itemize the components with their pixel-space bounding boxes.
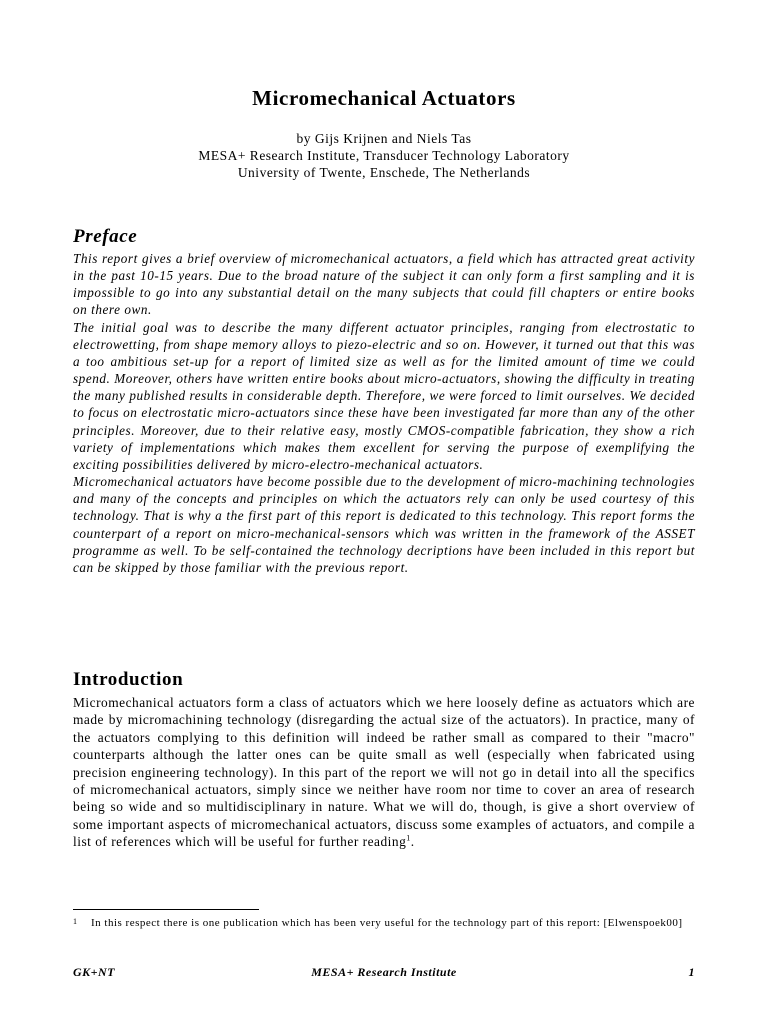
footnote-divider xyxy=(73,909,259,910)
location-line: University of Twente, Enschede, The Netherlands xyxy=(237,165,531,180)
footer-initials: GK+NT xyxy=(73,965,116,979)
introduction-heading: Introduction xyxy=(73,669,184,690)
page-number: 1 xyxy=(688,965,695,979)
introduction-text: Micromechanical actuators form a class of actuators which we here loosely define as actuators which are made by micromachining technology (disregarding the actual size of the actuators). In practice, many of the actuators complying to this definition will indeed be rather small as compared to their "macro" counterparts although the latter ones can be quite small as well (especially when fabricated using precision engineering technology). In this part of the report we will not go in detail into all the specifics of micromechanical actuators, simply since we neither have room nor time to cover an area of research being so wide and so multidisciplinary in nature. What we will do, though, is give a short overview of some important aspects of micromechanical actuators, discuss some examples of actuators, and compile a list of references which will be useful for further reading xyxy=(73,695,695,850)
footnote xyxy=(73,916,695,931)
footer-institute: MESA+ Research Institute xyxy=(311,965,457,979)
affiliation-line: MESA+ Research Institute, Transducer Technology Laboratory xyxy=(198,148,570,163)
document-title: Micromechanical Actuators xyxy=(252,86,516,110)
preface-paragraph: Micromechanical actuators have become possible due to the development of micro-machining technologies and many of the concepts and principles on which the actuators rely can only be used courtesy of this technology. That is why a the first part of this report is dedicated to this technology. This report forms the counterpart of a report on micro-mechanical-sensors which was written in the framework of the ASSET programme as well. To be self-contained the technology decriptions have been included in this report but can be skipped by those familiar with the previous report. xyxy=(73,474,695,575)
footnote-mark: 1 xyxy=(73,917,78,926)
preface-body xyxy=(73,250,695,576)
author-block xyxy=(0,130,768,181)
footnote-text: In this respect there is one publication which has been very useful for the technology part of this report: [Elwenspoek00] xyxy=(91,917,683,929)
preface-heading: Preface xyxy=(73,226,138,247)
page-footer xyxy=(73,965,695,981)
preface-paragraph: This report gives a brief overview of micromechanical actuators, a field which has attracted great activity in the past 10-15 years. Due to the broad nature of the subject it can only form a first sampling and it is impossible to go into any substantial detail on the many subjects that could fill chapters or entire books on there own. xyxy=(73,251,695,318)
preface-paragraph: The initial goal was to describe the many different actuator principles, ranging from electrostatic to electrowetting, from shape memory alloys to piezo-electric and so on. However, it turned out that this was a too ambitious set-up for a report of limited size as well as for the limited amount of time we could spend. Moreover, others have written entire books about micro-actuators, showing the difficulty in treating the many published results in considerable depth. Therefore, we were forced to limit ourselves. We decided to focus on electrostatic micro-actuators since these have been investigated far more than any of the other principles. Moreover, due to their relative easy, mostly CMOS-compatible fabrication, they show a rich variety of implementations which makes them excellent for serving the purpose of exemplifying the exciting possibilities delivered by micro-electro-mechanical actuators. xyxy=(73,319,695,472)
authors-line: by Gijs Krijnen and Niels Tas xyxy=(296,131,472,146)
footnote-reference[interactable]: 1 xyxy=(406,833,411,843)
introduction-paragraph: Micromechanical actuators form a class of actuators which we here loosely define as actuators which are made by micromachining technology (disregarding the actual size of the actuators). In practice, many of the actuators complying to this definition will indeed be rather small as compared to their "macro" counterparts although the latter ones can be quite small as well (especially when fabricated using precision engineering technology). In this part of the report we will not go in detail into all the specifics of micromechanical actuators, simply since we neither have room nor time to cover an area of research being so wide and so multidisciplinary in nature. What we will do, though, is give a short overview of some important aspects of micromechanical actuators, discuss some examples of actuators, and compile a list of references which will be useful for further reading$^1$. xyxy=(73,695,695,850)
